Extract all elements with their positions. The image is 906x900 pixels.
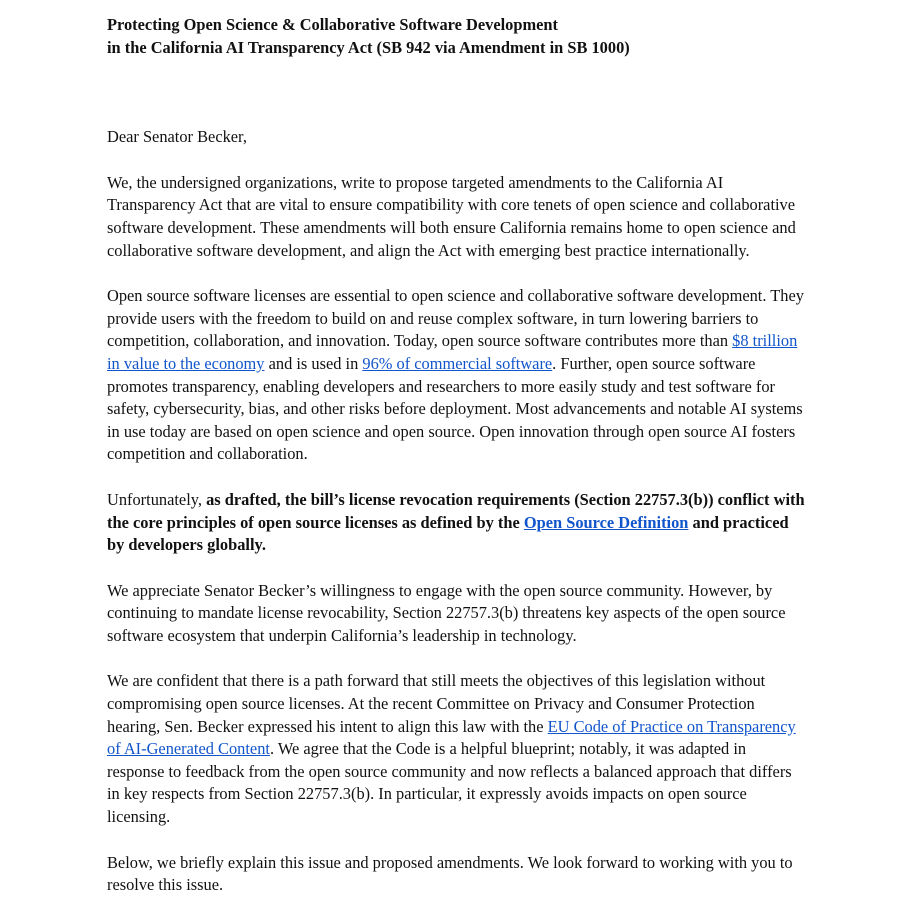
letter-page: [107, 14, 807, 897]
paragraph-closing: Below, we briefly explain this issue and proposed amendments. We look forward to working with you to resolve this issue.: [107, 852, 793, 895]
document-title: [107, 14, 807, 59]
title-line-1: Protecting Open Science & Collaborative Software Development: [107, 15, 558, 34]
link-commercial-software[interactable]: 96% of commercial software: [362, 353, 553, 373]
paragraph-text: and is used in: [264, 353, 363, 373]
salutation: Dear Senator Becker,: [107, 127, 247, 147]
paragraph-intro: We, the undersigned organizations, write to propose targeted amendments to the California AI Transparency Act that are vital to ensure compatibility with core tenets of open science and collaborative software development. These amendments will both ensure California remains home to open science and collaborative software development, and align the Act with emerging best practice internationally.: [107, 172, 796, 260]
paragraph-text: Unfortunately,: [107, 489, 207, 509]
link-economy-value[interactable]: $8 trillion in value to the economy: [107, 331, 798, 373]
bold-text: and practiced by developers globally.: [107, 512, 789, 555]
paragraph-text: Open source software licenses are essential to open science and collaborative software development. They provide users with the freedom to build on and reuse complex software, in turn lowering barriers to competition, collaboration, and innovation. Today, open source software contributes more than: [107, 286, 804, 351]
paragraph-engagement: We appreciate Senator Becker’s willingness to engage with the open source community. However, by continuing to mandate license revocability, Section 22757.3(b) threatens key aspects of the open source software ecosystem that underpin California’s leadership in technology.: [107, 580, 786, 645]
bold-text: as drafted, the bill’s license revocation requirements (Section 22757.3(b)) conflict with the core principles of open source licenses as defined by the: [107, 489, 805, 532]
paragraph-text: We are confident that there is a path forward that still meets the objectives of this legislation without compromising open source licenses. At the recent Committee on Privacy and Consumer Protection hearing, Sen. Becker expressed his intent to align this law with the: [107, 671, 766, 736]
paragraph-text: . We agree that the Code is a helpful blueprint; notably, it was adapted in response to feedback from the open source community and now reflects a balanced approach that differs in key respects from Section 22757.3(b). In particular, it expressly avoids impacts on open source licensing.: [107, 739, 792, 827]
link-eu-code-of-practice[interactable]: EU Code of Practice on Transparency of AI-Generated Content: [107, 716, 796, 759]
paragraph-license-conflict: [107, 489, 807, 557]
paragraph-open-source-value: [107, 285, 807, 466]
link-open-source-definition[interactable]: Open Source Definition: [523, 512, 689, 532]
paragraph-path-forward: [107, 670, 807, 828]
title-line-2: in the California AI Transparency Act (SB 942 via Amendment in SB 1000): [107, 37, 630, 57]
paragraph-text: . Further, open source software promotes transparency, enabling developers and researchers to more easily study and test software for safety, cybersecurity, bias, and other risks before deployment. Most advancements and notable AI systems in use today are based on open science and open source. Open innovation through open source AI fosters competition and collaboration.: [107, 353, 803, 464]
